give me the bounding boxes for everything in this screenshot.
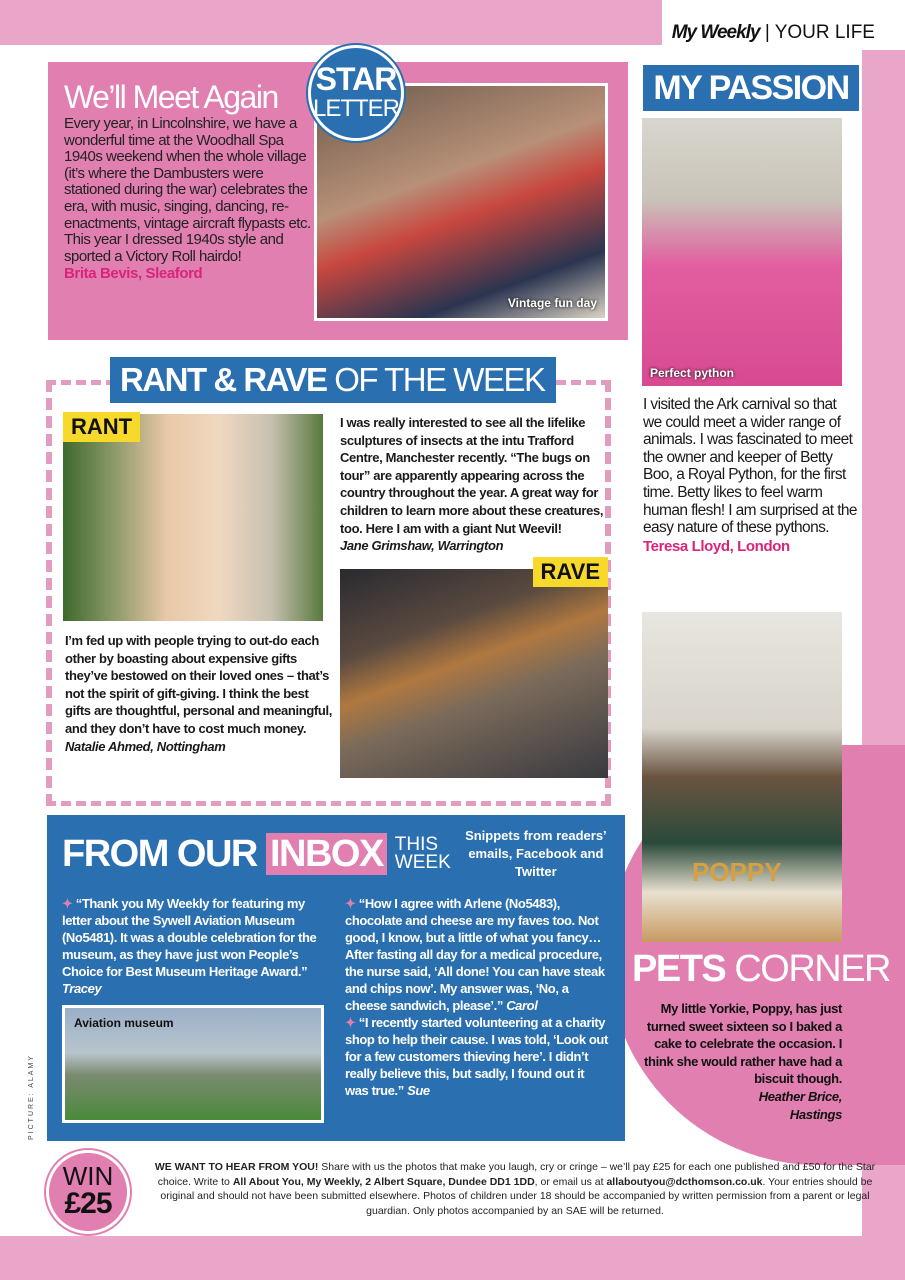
rave-column <box>340 414 608 778</box>
inbox-item <box>345 1014 610 1099</box>
rave-byline: Jane Grimshaw, Warrington <box>340 538 504 554</box>
win-badge <box>46 1150 130 1234</box>
this-week <box>395 836 451 872</box>
pets-corner-title <box>632 948 890 991</box>
my-passion-text <box>643 396 858 556</box>
title-light: CORNER <box>734 948 890 990</box>
footer-text: Share with us the photos that make you laugh, cry or cringe – we’ll pay £25 for each one published and £50 for the Star choice. Write to <box>157 1161 876 1188</box>
rant-byline: Natalie Ahmed, Nottingham <box>65 738 226 754</box>
pets-byline-name: Heather Brice, <box>758 1088 842 1104</box>
page-header <box>672 22 875 44</box>
rave-photo <box>340 558 608 778</box>
this-label: THIS <box>394 834 439 855</box>
pets-photo <box>642 612 842 942</box>
title-bold: RANT & RAVE <box>120 361 327 398</box>
footer-lead: WE WANT TO HEAR FROM YOU! <box>154 1161 319 1173</box>
bullet-icon: ✦ <box>62 896 73 911</box>
title-a: FROM OUR <box>62 832 257 875</box>
rave-body: I was really interested to see all the lifelike sculptures of insects at the intu Trafford Centre, Manchester recently. “The bugs on tour” are apparently appearing across the country throughout the year. A great way for children to learn more about these creatures, too. Here I am with a giant Nut Weevil! <box>340 415 604 536</box>
win-amount: £25 <box>64 1187 112 1220</box>
rant-tag: RANT <box>63 412 140 442</box>
rant-photo <box>63 414 323 621</box>
top-decor-strip <box>0 0 662 45</box>
item-author: Tracey <box>62 981 102 996</box>
inbox-item <box>345 895 610 1014</box>
my-passion-byline: Teresa Lloyd, London <box>643 537 790 555</box>
from-our-inbox <box>47 815 625 1141</box>
my-passion-body: I visited the Ark carnival so that we could meet a wider range of animals. I was fascinated to meet the owner and keeper of Betty Boo, a Royal Python, for the first time. Betty likes to feel warm human flesh! I am surprised at the easy nature of these pythons. <box>643 396 857 537</box>
rant-rave-title <box>110 357 556 403</box>
bullet-icon: ✦ <box>345 896 356 911</box>
week-label: WEEK <box>394 852 451 873</box>
win-label: WIN <box>62 1161 114 1191</box>
photo-caption: Perfect python <box>650 366 735 380</box>
badge-top: STAR <box>315 61 397 97</box>
separator: | <box>764 22 770 43</box>
submission-info <box>140 1160 890 1218</box>
title-bold: PETS <box>632 948 726 990</box>
pets-byline-place: Hastings <box>789 1106 842 1122</box>
rave-tag: RAVE <box>533 557 609 587</box>
star-letter-byline: Brita Bevis, Sleaford <box>64 265 203 283</box>
item-text: “Thank you My Weekly for featuring my letter about the Sywell Aviation Museum (No5481). It was a double celebration for the museum, as they have just won People’s Choice for Best Museum Heritage Award.” <box>62 896 317 979</box>
rant-text <box>65 632 333 755</box>
item-text: “I recently started volunteering at a charity shop to help their cause. I was told, ‘Look out for a few customers thieving here’. I didn’t really believe this, but sadly, I found out it was true.” <box>345 1015 608 1098</box>
inbox-item <box>62 895 327 997</box>
photo-caption: Aviation museum <box>74 1016 174 1030</box>
title-light: OF THE WEEK <box>334 361 545 398</box>
pets-body <box>640 1000 842 1123</box>
inbox-column-right <box>345 895 610 1123</box>
item-author: Carol <box>506 998 538 1013</box>
pets-body-text: My little Yorkie, Poppy, has just turned sweet sixteen so I baked a cake to celebrate the occasion. I think she would rather have had a biscuit though. <box>644 1001 842 1087</box>
bullet-icon: ✦ <box>345 1015 356 1030</box>
section-name: YOUR LIFE <box>774 22 875 43</box>
cake-text: POPPY <box>692 857 782 887</box>
picture-credit: PICTURE: ALAMY <box>28 1054 35 1140</box>
postal-address: All About You, My Weekly, 2 Albert Square, Dundee DD1 1DD <box>232 1175 535 1188</box>
star-letter-badge <box>308 45 404 141</box>
aviation-photo <box>62 1005 324 1123</box>
rant-body: I’m fed up with people trying to out-do each other by boasting about expensive gifts they’ve bestowed on their loved ones – that’s not the spirit of gift-giving. I think the best gifts are thoughtful, personal and meaningful, and they don’t have to cost much money. <box>65 633 333 736</box>
star-letter-body: Every year, in Lincolnshire, we have a wonderful time at the Woodhall Spa 1940s weekend when the whole village (it’s where the Dambusters were stationed during the war) celebrates the era, with music, singing, dancing, re-enactments, vintage aircraft flypasts etc. This year I dressed 1940s style and sported a Victory Roll hairdo! <box>64 115 311 265</box>
inbox-title <box>62 833 387 876</box>
badge-bottom: LETTER <box>312 95 399 122</box>
my-passion-photo <box>642 118 842 386</box>
star-letter-title: We’ll Meet Again <box>64 79 278 115</box>
inbox-column-left <box>62 895 327 1123</box>
brand-logo: My Weekly <box>671 22 760 43</box>
title-b: INBOX <box>266 833 387 875</box>
email-address[interactable]: allaboutyou@dcthomson.co.uk <box>606 1175 763 1188</box>
item-text: “How I agree with Arlene (No5483), chocolate and cheese are my faves too. Not good, I know, but a little of what you fancy… After fasting all day for a medical procedure, the nurse said, ‘All done! You can have steak and chips now’. My answer was, ‘No, a cheese sandwich, please’.” <box>345 896 605 1013</box>
footer-text: , or email us at <box>534 1175 607 1188</box>
footer-text: . Your entries should be original and should not have been submitted elsewhere. Photos of children under 18 should be accompanied by written permission from a parent or legal guardian. Only photos accompanied by an SAE will be returned. <box>160 1175 873 1217</box>
inbox-header <box>62 827 613 881</box>
bottom-decor-strip <box>0 1236 905 1280</box>
my-passion-title: MY PASSION <box>643 65 859 111</box>
inbox-subtitle: Snippets from readers’ emails, Facebook and Twitter <box>465 828 607 879</box>
photo-caption: Vintage fun day <box>507 296 597 310</box>
item-author: Sue <box>407 1083 430 1098</box>
